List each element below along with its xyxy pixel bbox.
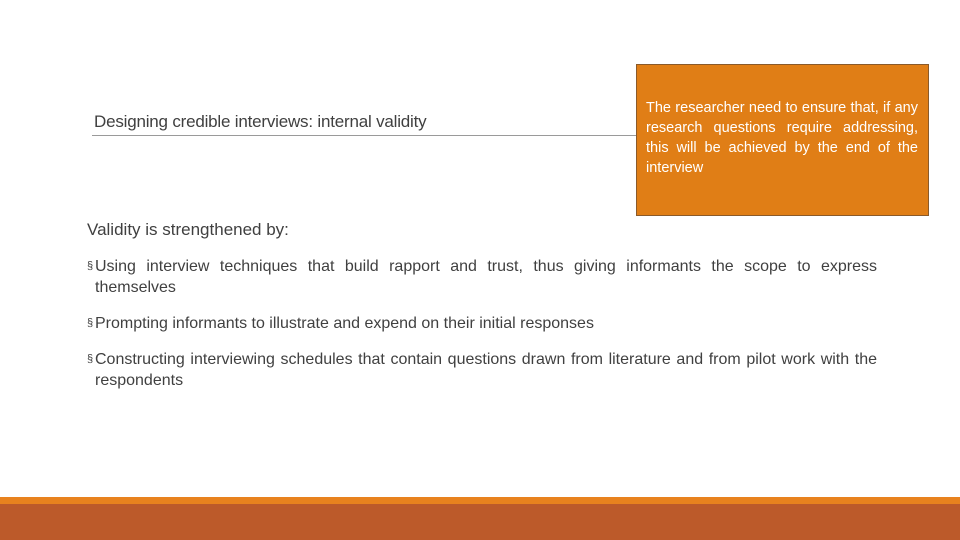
footer-band [0, 504, 960, 540]
footer-accent-stripe [0, 497, 960, 504]
square-bullet-icon: § [87, 353, 94, 365]
intro-text: Validity is strengthened by: [87, 220, 289, 239]
bullet-text: Prompting informants to illustrate and expend on their initial responses [95, 315, 594, 332]
bullet-item-rapport [87, 256, 877, 298]
bullet-item-prompting [87, 313, 877, 334]
bullet-item-schedules [87, 349, 877, 391]
slide-title: Designing credible interviews: internal validity [94, 112, 427, 131]
square-bullet-icon: § [87, 260, 94, 272]
bullet-list [87, 256, 877, 406]
callout-box: The researcher need to ensure that, if any research questions require addressing, this will be achieved by the end of the interview [636, 64, 929, 216]
bullet-text: Using interview techniques that build rapport and trust, thus giving informants the scope to express themselves [95, 258, 877, 296]
bullet-text: Constructing interviewing schedules that contain questions drawn from literature and from pilot work with the respondents [95, 351, 877, 389]
square-bullet-icon: § [87, 317, 94, 329]
title-underline [92, 135, 638, 136]
